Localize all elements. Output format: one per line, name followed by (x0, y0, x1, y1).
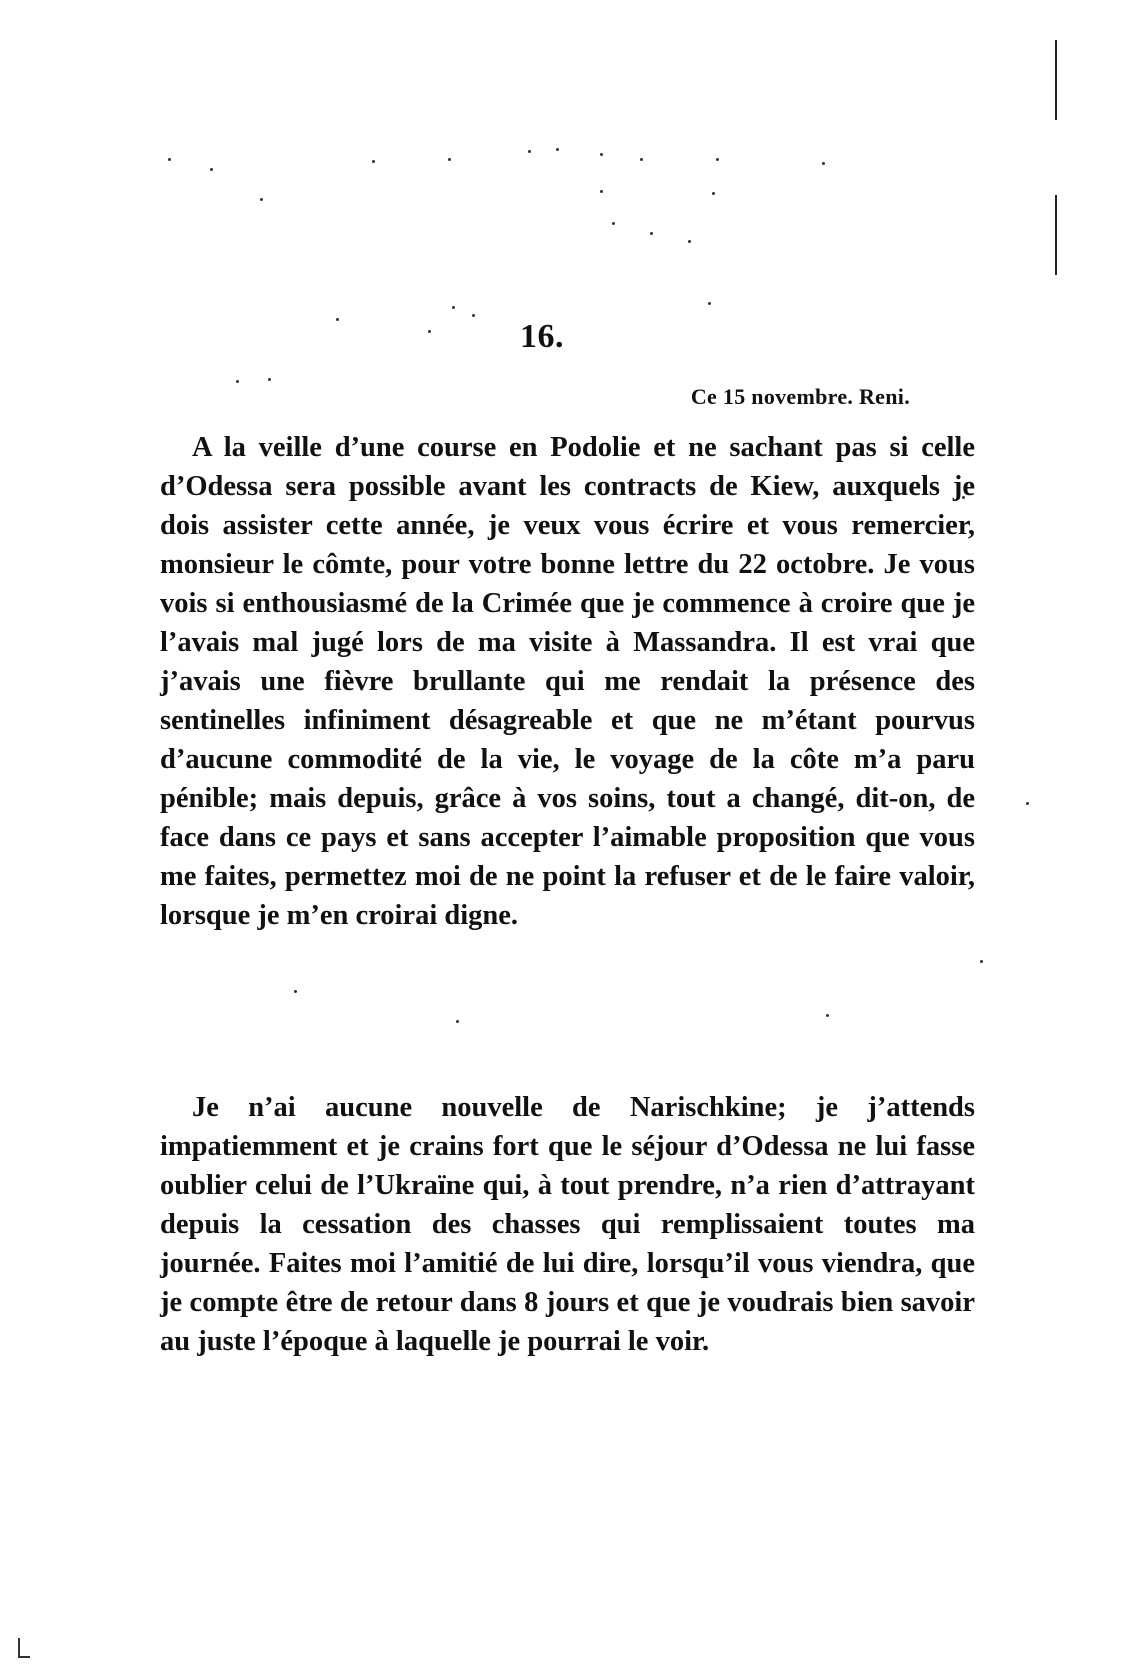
scan-speck (980, 960, 983, 963)
scan-speck (716, 158, 719, 161)
scan-speck (1026, 802, 1029, 805)
scan-speck (452, 306, 455, 309)
scan-speck (168, 158, 171, 161)
scan-speck (528, 150, 531, 153)
scan-speck (640, 158, 643, 161)
scan-speck (600, 190, 603, 193)
scan-speck (456, 1020, 459, 1023)
scan-corner-mark (18, 1638, 30, 1658)
scan-speck (688, 240, 691, 243)
scan-speck (650, 232, 653, 235)
scan-speck (372, 160, 375, 163)
scan-speck (600, 153, 603, 156)
scan-speck (260, 198, 263, 201)
scan-speck (612, 222, 615, 225)
letter-dateline: Ce 15 novembre. Reni. (690, 384, 910, 409)
letter-paragraph (160, 1088, 975, 1361)
scan-speck (826, 1014, 829, 1017)
scan-speck (294, 990, 297, 993)
letter-paragraph (160, 428, 975, 935)
scan-edge-mark (1055, 40, 1057, 120)
scan-speck (822, 162, 825, 165)
scan-speck (336, 318, 339, 321)
scan-speck (712, 192, 715, 195)
scan-speck (428, 330, 431, 333)
scan-speck (236, 380, 239, 383)
letter-number: 16. (520, 318, 564, 355)
paragraph-text: A la veille d’une course en Podolie et ne sachant pas si celle d’Odessa sera possible avant les contracts de Kiew, auxquels je dois assister cette année, je veux vous écrire et vous remercier, monsieur le cômte, pour votre bonne lettre du 22 octobre. Je vous vois si enthousiasmé de la Crimée que je commence à croire que je l’avais mal jugé lors de ma visite à Massandra. Il est vrai que j’avais une fièvre brullante qui me rendait la présence des sentinelles infiniment désagreable et que ne m’étant pourvus d’aucune commodité de la vie, le voyage de la côte m’a paru pénible; mais depuis, grâce à vos soins, tout a changé, dit-on, de face dans ce pays et sans accepter l’aimable proposition que vous me faites, permettez moi de ne point la refuser et de le faire valoir, lorsque je m’en croirai digne. (160, 432, 975, 931)
scan-speck (448, 158, 451, 161)
scan-edge-mark (1055, 195, 1057, 275)
scan-speck (268, 378, 271, 381)
scan-speck (472, 314, 475, 317)
paragraph-text: Je n’ai aucune nouvelle de Narischkine; je j’attends impatiemment et je crains fort que le séjour d’Odessa ne lui fasse oublier celui de l’Ukraїne qui, à tout prendre, n’a rien d’attrayant depuis la cessation des chasses qui remplissaient toutes ma journée. Faites moi l’amitié de lui dire, lorsqu’il vous viendra, que je compte être de retour dans 8 jours et que je voudrais bien savoir au juste l’époque à laquelle je pourrai le voir. (160, 1092, 975, 1357)
scan-speck (708, 302, 711, 305)
scan-speck (210, 168, 213, 171)
scan-speck (556, 148, 559, 151)
